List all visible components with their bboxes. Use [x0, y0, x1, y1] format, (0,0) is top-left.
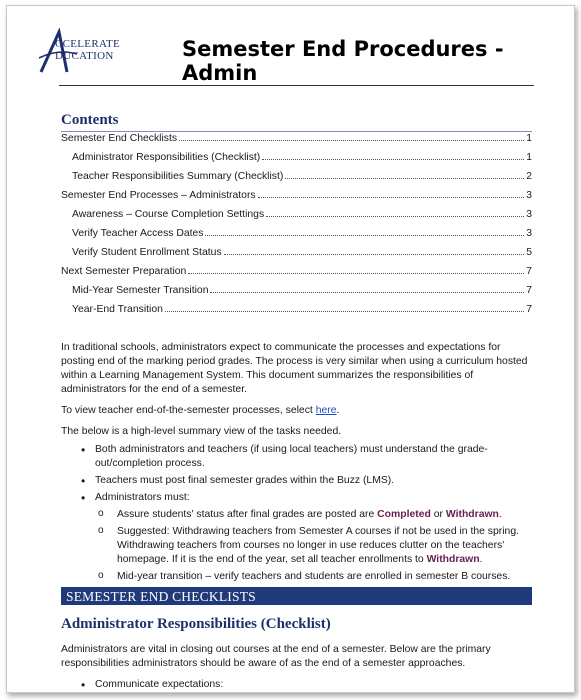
teacher-link-prefix: To view teacher end-of-the-semester processes, select: [61, 405, 316, 416]
toc-leader-dots: [262, 159, 524, 160]
intro-paragraph: In traditional schools, administrators expect to communicate the processes and expectations for posting end of the marking period grades. The process is very similar when using a curriculum hosted within a Learning Management System. This document summarizes the responsibilities of administrators for the end of a semester.: [61, 342, 528, 395]
document-page: [6, 5, 575, 693]
accelerate-education-logo: [37, 28, 147, 76]
logo-line-1: CCELERATE: [55, 38, 121, 50]
toc-entry[interactable]: [61, 247, 532, 266]
bullet-text: Teachers must post final semester grades within the Buzz (LMS).: [95, 475, 395, 486]
toc-leader-dots: [224, 254, 525, 255]
toc-entry[interactable]: [61, 152, 532, 171]
toc-leader-dots: [165, 311, 524, 312]
list-item: [61, 491, 532, 584]
bullet-text: Communicate expectations:: [95, 679, 224, 690]
list-item: [61, 443, 532, 471]
toc-entry-title: Verify Teacher Access Dates: [72, 228, 204, 239]
withdrawn-status-text: Withdrawn: [445, 509, 499, 520]
toc-entry-title: Semester End Checklists: [61, 133, 178, 144]
list-item: [95, 508, 532, 522]
toc-entry-title: Year-End Transition: [72, 304, 163, 315]
toc-entry[interactable]: [61, 228, 532, 247]
here-link[interactable]: here: [315, 405, 337, 416]
toc-page-number: 3: [526, 209, 532, 220]
section-heading: Administrator Responsibilities (Checklist): [61, 616, 331, 632]
sub-bullet-text: Mid-year transition – verify teachers and students are enrolled in semester B courses.: [117, 571, 511, 582]
toc-entry-title: Next Semester Preparation: [61, 266, 187, 277]
toc-leader-dots: [266, 216, 524, 217]
page-header: [7, 6, 574, 86]
toc-leader-dots: [205, 235, 524, 236]
sub-bullet-text: Assure students' status after final grades are posted are: [117, 509, 378, 520]
toc-page-number: 7: [526, 266, 532, 277]
toc-entry[interactable]: [61, 171, 532, 190]
toc-leader-dots: [179, 140, 524, 141]
toc-entry-title: Awareness – Course Completion Settings: [72, 209, 265, 220]
sub-bullet-text: or: [430, 509, 446, 520]
toc-entry[interactable]: [61, 285, 532, 304]
contents-heading: Contents: [61, 112, 119, 128]
table-of-contents: [61, 133, 532, 323]
bullet-text: Both administrators and teachers (if using local teachers) must understand the grade-out/completion process.: [95, 444, 488, 469]
toc-page-number: 2: [526, 171, 532, 182]
toc-page-number: 3: [526, 228, 532, 239]
sub-bullet-text: .: [498, 509, 502, 520]
toc-leader-dots: [258, 197, 525, 198]
toc-entry-title: Mid-Year Semester Transition: [72, 285, 209, 296]
withdrawn-status-text: Withdrawn: [426, 554, 480, 565]
toc-entry[interactable]: [61, 190, 532, 209]
toc-page-number: 7: [526, 304, 532, 315]
teacher-link-suffix: .: [336, 405, 340, 416]
toc-entry-title: Verify Student Enrollment Status: [72, 247, 222, 258]
list-item: [95, 525, 532, 567]
toc-leader-dots: [285, 178, 524, 179]
section-bullet-list: [61, 678, 532, 693]
header-divider: [59, 85, 534, 86]
toc-entry[interactable]: [61, 266, 532, 285]
toc-page-number: 3: [526, 190, 532, 201]
logo-line-2: DUCATION: [55, 50, 114, 62]
toc-entry-title: Semester End Processes – Administrators: [61, 190, 256, 201]
section-banner-text: SEMESTER END CHECKLISTS: [66, 589, 256, 604]
teacher-link-paragraph: [61, 404, 532, 418]
list-item: [61, 678, 532, 692]
toc-entry-title: Administrator Responsibilities (Checklist): [72, 152, 261, 163]
toc-leader-dots: [188, 273, 524, 274]
sub-bullet-text: .: [479, 554, 483, 565]
task-bullet-list: [61, 443, 532, 587]
sub-bullet-text: Suggested: Withdrawing teachers from Semester A courses if not be used in the spring. Withdrawing teachers from courses no longer in use reduces clutter on the teachers' homepage. If it is the end of the year, set all teacher enrollments to: [117, 526, 519, 565]
summary-intro-paragraph: The below is a high-level summary view of the tasks needed.: [61, 426, 342, 437]
toc-page-number: 1: [526, 133, 532, 144]
page-title: Semester End Procedures - Admin: [182, 37, 504, 85]
list-item: [61, 474, 532, 488]
administrator-sub-list: [95, 508, 532, 584]
toc-entry[interactable]: [61, 133, 532, 152]
bullet-text: Administrators must:: [95, 492, 190, 503]
section-paragraph: Administrators are vital in closing out courses at the end of a semester. Below are the primary responsibilities administrators should be aware of as the end of a semester approaches.: [61, 644, 491, 669]
toc-page-number: 5: [526, 247, 532, 258]
toc-entry[interactable]: [61, 304, 532, 323]
toc-leader-dots: [210, 292, 524, 293]
toc-entry[interactable]: [61, 209, 532, 228]
list-item: [95, 570, 532, 584]
completed-status-text: Completed: [377, 509, 431, 520]
contents-divider: [61, 131, 532, 132]
section-banner: [61, 587, 532, 605]
toc-page-number: 7: [526, 285, 532, 296]
toc-page-number: 1: [526, 152, 532, 163]
toc-entry-title: Teacher Responsibilities Summary (Checklist): [72, 171, 284, 182]
